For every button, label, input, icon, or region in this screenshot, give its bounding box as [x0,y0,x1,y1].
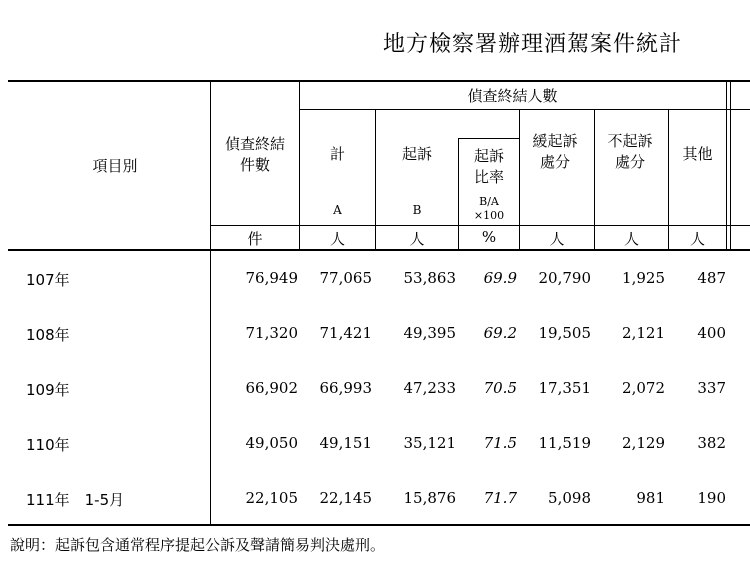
cell-other: 487 [697,269,726,287]
item-column-divider [210,80,211,526]
ratio-header-rule [459,138,519,139]
unit-ratio: % [481,228,497,246]
ratio-formula-line1: B/A [479,195,499,208]
table-row [0,379,750,399]
cell-cases: 71,320 [245,324,298,342]
header-other: 其他 [682,145,713,163]
cell-indicted: 47,233 [403,379,456,397]
table-row [0,324,750,344]
footnote: 說明：起訴包含通常程序提起公訴及聲請簡易判決處刑。 [10,536,386,554]
cell-cases: 66,902 [245,379,298,397]
header-ratio: 起訴比率 [473,147,504,186]
cell-total: 66,993 [319,379,372,397]
other-column-double-divider [730,80,731,250]
unit-indicted: 人 [409,230,425,248]
table-top-rule [8,80,750,82]
cell-not-indicted: 2,072 [622,379,665,397]
cell-cases: 22,105 [245,489,298,507]
table-row [0,269,750,289]
header-persons-group: 偵查終結人數 [467,87,558,105]
row-label: 110年 [26,436,70,454]
row-label: 108年 [26,326,70,344]
cell-not-indicted: 2,121 [622,324,665,342]
row-label: 111年 1-5月 [26,491,125,509]
header-cases: 偵查終結件數 [224,135,285,174]
cell-indicted: 53,863 [403,269,456,287]
cell-total: 49,151 [319,434,372,452]
table-row [0,434,750,454]
ratio-formula [459,195,519,223]
cell-deferred: 19,505 [538,324,591,342]
unit-row-top-rule [210,225,750,226]
header-indicted: 起訴 [401,145,432,163]
cell-ratio: 71.7 [483,489,517,507]
unit-deferred: 人 [549,230,565,248]
cell-not-indicted: 981 [636,489,665,507]
cell-deferred: 17,351 [538,379,591,397]
table-row [0,489,750,509]
unit-cases: 件 [247,230,263,248]
cell-ratio: 69.9 [483,269,517,287]
ratio-formula-line2: ×100 [473,209,505,222]
cell-other: 382 [697,434,726,452]
cell-total: 22,145 [319,489,372,507]
cell-other: 190 [697,489,726,507]
table-bottom-rule [8,524,750,526]
cell-not-indicted: 2,129 [622,434,665,452]
header-total: 計 [329,145,345,163]
unit-total: 人 [329,230,345,248]
header-bottom-rule [8,249,750,251]
cell-other: 400 [697,324,726,342]
cell-indicted: 35,121 [403,434,456,452]
row-label: 109年 [26,381,70,399]
cell-deferred: 5,098 [548,489,591,507]
cell-other: 337 [697,379,726,397]
sub-label-a: A [333,203,342,217]
sub-label-b: B [412,203,422,217]
header-item: 項目別 [92,157,138,175]
cell-ratio: 70.5 [483,379,517,397]
cell-indicted: 49,395 [403,324,456,342]
unit-other: 人 [689,230,705,248]
other-column-divider [726,80,727,250]
row-label: 107年 [26,271,70,289]
cell-total: 77,065 [319,269,372,287]
cell-indicted: 15,876 [403,489,456,507]
unit-not-indicted: 人 [623,230,639,248]
cell-deferred: 11,519 [538,434,591,452]
cell-not-indicted: 1,925 [622,269,665,287]
page-title: 地方檢察署辦理酒駕案件統計 [383,32,683,57]
cell-cases: 76,949 [245,269,298,287]
cell-ratio: 71.5 [483,434,517,452]
header-not-indicted: 不起訴處分 [607,132,653,171]
cell-deferred: 20,790 [538,269,591,287]
group-header-rule [299,109,750,110]
cell-cases: 49,050 [245,434,298,452]
cell-ratio: 69.2 [483,324,517,342]
header-deferred: 緩起訴處分 [532,132,578,171]
cell-total: 71,421 [319,324,372,342]
